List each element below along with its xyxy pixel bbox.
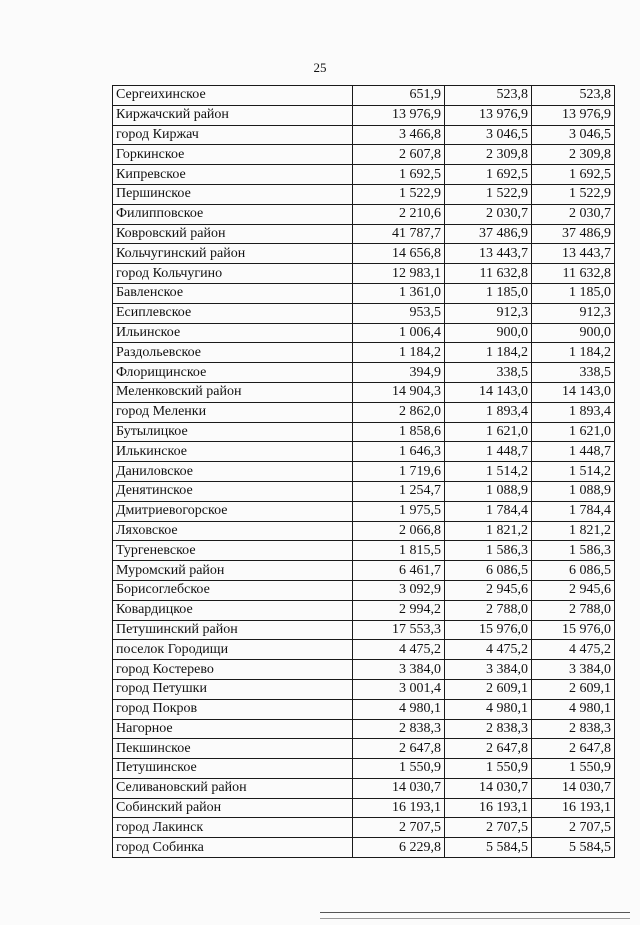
value-cell-3: 37 486,9 (532, 224, 615, 244)
value-cell-2: 2 647,8 (445, 739, 532, 759)
value-cell-2: 1 550,9 (445, 759, 532, 779)
value-cell-1: 2 707,5 (353, 818, 445, 838)
row-name-cell: Даниловское (113, 462, 353, 482)
value-cell-2: 338,5 (445, 363, 532, 383)
row-name-cell: Кольчугинский район (113, 244, 353, 264)
value-cell-3: 3 046,5 (532, 125, 615, 145)
table-row (113, 283, 615, 303)
value-cell-2: 1 184,2 (445, 343, 532, 363)
table-row (113, 778, 615, 798)
row-name-cell: Пекшинское (113, 739, 353, 759)
value-cell-2: 14 143,0 (445, 382, 532, 402)
value-cell-1: 1 254,7 (353, 481, 445, 501)
row-name-cell: Собинский район (113, 798, 353, 818)
value-cell-1: 1 692,5 (353, 165, 445, 185)
value-cell-2: 1 621,0 (445, 422, 532, 442)
value-cell-2: 1 586,3 (445, 541, 532, 561)
table-row (113, 541, 615, 561)
value-cell-1: 2 994,2 (353, 600, 445, 620)
value-cell-2: 37 486,9 (445, 224, 532, 244)
row-name-cell: город Лакинск (113, 818, 353, 838)
table-row (113, 501, 615, 521)
row-name-cell: город Собинка (113, 838, 353, 858)
row-name-cell: Горкинское (113, 145, 353, 165)
table-row (113, 145, 615, 165)
value-cell-1: 953,5 (353, 303, 445, 323)
row-name-cell: город Покров (113, 699, 353, 719)
row-name-cell: Ляховское (113, 521, 353, 541)
value-cell-2: 4 475,2 (445, 640, 532, 660)
value-cell-2: 3 384,0 (445, 660, 532, 680)
footer-rule-secondary (320, 918, 630, 919)
row-name-cell: Есиплевское (113, 303, 353, 323)
table-row (113, 382, 615, 402)
table-row (113, 739, 615, 759)
value-cell-2: 14 030,7 (445, 778, 532, 798)
table-row (113, 798, 615, 818)
value-cell-3: 338,5 (532, 363, 615, 383)
value-cell-1: 1 006,4 (353, 323, 445, 343)
table-row (113, 442, 615, 462)
value-cell-2: 11 632,8 (445, 264, 532, 284)
row-name-cell: Сергеихинское (113, 86, 353, 106)
value-cell-1: 14 656,8 (353, 244, 445, 264)
row-name-cell: город Меленки (113, 402, 353, 422)
table-row (113, 323, 615, 343)
value-cell-3: 1 514,2 (532, 462, 615, 482)
value-cell-3: 2 030,7 (532, 204, 615, 224)
value-cell-3: 3 384,0 (532, 660, 615, 680)
value-cell-2: 2 309,8 (445, 145, 532, 165)
value-cell-2: 2 788,0 (445, 600, 532, 620)
value-cell-3: 912,3 (532, 303, 615, 323)
value-cell-3: 13 443,7 (532, 244, 615, 264)
value-cell-1: 651,9 (353, 86, 445, 106)
row-name-cell: Дмитриевогорское (113, 501, 353, 521)
value-cell-1: 2 838,3 (353, 719, 445, 739)
value-cell-3: 1 185,0 (532, 283, 615, 303)
value-cell-1: 2 607,8 (353, 145, 445, 165)
value-cell-2: 2 838,3 (445, 719, 532, 739)
row-name-cell: Ильинское (113, 323, 353, 343)
row-name-cell: Филипповское (113, 204, 353, 224)
value-cell-1: 16 193,1 (353, 798, 445, 818)
value-cell-1: 1 719,6 (353, 462, 445, 482)
row-name-cell: город Костерево (113, 660, 353, 680)
row-name-cell: поселок Городищи (113, 640, 353, 660)
row-name-cell: Ковардицкое (113, 600, 353, 620)
value-cell-2: 15 976,0 (445, 620, 532, 640)
value-cell-3: 11 632,8 (532, 264, 615, 284)
row-name-cell: Ковровский район (113, 224, 353, 244)
value-cell-3: 900,0 (532, 323, 615, 343)
table-row (113, 184, 615, 204)
table-row (113, 303, 615, 323)
table-row (113, 125, 615, 145)
row-name-cell: город Киржач (113, 125, 353, 145)
value-cell-3: 2 838,3 (532, 719, 615, 739)
table-row (113, 363, 615, 383)
value-cell-1: 1 975,5 (353, 501, 445, 521)
value-cell-1: 2 210,6 (353, 204, 445, 224)
value-cell-3: 1 692,5 (532, 165, 615, 185)
value-cell-3: 14 030,7 (532, 778, 615, 798)
value-cell-3: 1 088,9 (532, 481, 615, 501)
table-row (113, 679, 615, 699)
value-cell-2: 1 692,5 (445, 165, 532, 185)
footer-rule (320, 912, 630, 913)
value-cell-3: 15 976,0 (532, 620, 615, 640)
row-name-cell: Бавленское (113, 283, 353, 303)
value-cell-2: 1 514,2 (445, 462, 532, 482)
table-row (113, 600, 615, 620)
value-cell-2: 1 522,9 (445, 184, 532, 204)
table-row (113, 818, 615, 838)
value-cell-2: 13 443,7 (445, 244, 532, 264)
value-cell-3: 1 586,3 (532, 541, 615, 561)
table-row (113, 561, 615, 581)
value-cell-3: 13 976,9 (532, 105, 615, 125)
value-cell-1: 17 553,3 (353, 620, 445, 640)
row-name-cell: Петушинское (113, 759, 353, 779)
value-cell-1: 1 815,5 (353, 541, 445, 561)
value-cell-3: 2 945,6 (532, 580, 615, 600)
value-cell-3: 1 821,2 (532, 521, 615, 541)
value-cell-2: 13 976,9 (445, 105, 532, 125)
value-cell-3: 2 609,1 (532, 679, 615, 699)
value-cell-1: 4 980,1 (353, 699, 445, 719)
table-row (113, 244, 615, 264)
value-cell-3: 1 550,9 (532, 759, 615, 779)
table-row (113, 422, 615, 442)
value-cell-1: 2 647,8 (353, 739, 445, 759)
row-name-cell: Бутылицкое (113, 422, 353, 442)
value-cell-3: 14 143,0 (532, 382, 615, 402)
value-cell-1: 6 461,7 (353, 561, 445, 581)
value-cell-1: 12 983,1 (353, 264, 445, 284)
value-cell-3: 1 184,2 (532, 343, 615, 363)
table-row (113, 402, 615, 422)
value-cell-3: 2 309,8 (532, 145, 615, 165)
row-name-cell: Першинское (113, 184, 353, 204)
value-cell-3: 1 893,4 (532, 402, 615, 422)
value-cell-2: 1 893,4 (445, 402, 532, 422)
budget-table (112, 85, 615, 858)
value-cell-2: 1 448,7 (445, 442, 532, 462)
value-cell-2: 5 584,5 (445, 838, 532, 858)
value-cell-3: 1 448,7 (532, 442, 615, 462)
row-name-cell: Раздольевское (113, 343, 353, 363)
row-name-cell: Кипревское (113, 165, 353, 185)
value-cell-1: 394,9 (353, 363, 445, 383)
row-name-cell: Меленковский район (113, 382, 353, 402)
value-cell-1: 1 184,2 (353, 343, 445, 363)
value-cell-3: 2 707,5 (532, 818, 615, 838)
table-row (113, 660, 615, 680)
value-cell-1: 14 904,3 (353, 382, 445, 402)
value-cell-2: 900,0 (445, 323, 532, 343)
value-cell-1: 13 976,9 (353, 105, 445, 125)
value-cell-2: 2 030,7 (445, 204, 532, 224)
value-cell-3: 5 584,5 (532, 838, 615, 858)
value-cell-2: 6 086,5 (445, 561, 532, 581)
value-cell-2: 2 609,1 (445, 679, 532, 699)
value-cell-3: 523,8 (532, 86, 615, 106)
value-cell-1: 1 522,9 (353, 184, 445, 204)
table-row (113, 86, 615, 106)
table-row (113, 620, 615, 640)
table-row (113, 105, 615, 125)
value-cell-1: 3 384,0 (353, 660, 445, 680)
row-name-cell: Муромский район (113, 561, 353, 581)
row-name-cell: Петушинский район (113, 620, 353, 640)
table-row (113, 224, 615, 244)
row-name-cell: Борисоглебское (113, 580, 353, 600)
table-row (113, 838, 615, 858)
value-cell-2: 2 707,5 (445, 818, 532, 838)
value-cell-3: 2 647,8 (532, 739, 615, 759)
value-cell-2: 1 784,4 (445, 501, 532, 521)
row-name-cell: Киржачский район (113, 105, 353, 125)
table-row (113, 165, 615, 185)
value-cell-2: 1 185,0 (445, 283, 532, 303)
value-cell-1: 14 030,7 (353, 778, 445, 798)
table-row (113, 640, 615, 660)
value-cell-1: 3 466,8 (353, 125, 445, 145)
value-cell-1: 1 550,9 (353, 759, 445, 779)
value-cell-2: 523,8 (445, 86, 532, 106)
value-cell-3: 2 788,0 (532, 600, 615, 620)
table-row (113, 264, 615, 284)
value-cell-1: 4 475,2 (353, 640, 445, 660)
value-cell-1: 1 858,6 (353, 422, 445, 442)
value-cell-1: 1 646,3 (353, 442, 445, 462)
table-row (113, 719, 615, 739)
row-name-cell: город Кольчугино (113, 264, 353, 284)
table-body (113, 86, 615, 858)
table-row (113, 481, 615, 501)
page-number: 25 (313, 60, 327, 75)
row-name-cell: город Петушки (113, 679, 353, 699)
row-name-cell: Селивановский район (113, 778, 353, 798)
value-cell-3: 4 980,1 (532, 699, 615, 719)
table-row (113, 204, 615, 224)
value-cell-1: 6 229,8 (353, 838, 445, 858)
value-cell-3: 16 193,1 (532, 798, 615, 818)
value-cell-3: 1 621,0 (532, 422, 615, 442)
value-cell-1: 2 862,0 (353, 402, 445, 422)
row-name-cell: Денятинское (113, 481, 353, 501)
value-cell-3: 1 522,9 (532, 184, 615, 204)
value-cell-2: 912,3 (445, 303, 532, 323)
table-row (113, 580, 615, 600)
value-cell-1: 3 092,9 (353, 580, 445, 600)
table-row (113, 759, 615, 779)
value-cell-1: 41 787,7 (353, 224, 445, 244)
value-cell-1: 3 001,4 (353, 679, 445, 699)
table-row (113, 521, 615, 541)
value-cell-2: 3 046,5 (445, 125, 532, 145)
value-cell-2: 1 821,2 (445, 521, 532, 541)
table-row (113, 462, 615, 482)
value-cell-3: 1 784,4 (532, 501, 615, 521)
row-name-cell: Илькинское (113, 442, 353, 462)
value-cell-1: 2 066,8 (353, 521, 445, 541)
table-row (113, 699, 615, 719)
value-cell-3: 6 086,5 (532, 561, 615, 581)
row-name-cell: Тургеневское (113, 541, 353, 561)
value-cell-2: 1 088,9 (445, 481, 532, 501)
value-cell-2: 2 945,6 (445, 580, 532, 600)
value-cell-3: 4 475,2 (532, 640, 615, 660)
value-cell-2: 16 193,1 (445, 798, 532, 818)
table-row (113, 343, 615, 363)
value-cell-1: 1 361,0 (353, 283, 445, 303)
row-name-cell: Нагорное (113, 719, 353, 739)
value-cell-2: 4 980,1 (445, 699, 532, 719)
row-name-cell: Флорищинское (113, 363, 353, 383)
